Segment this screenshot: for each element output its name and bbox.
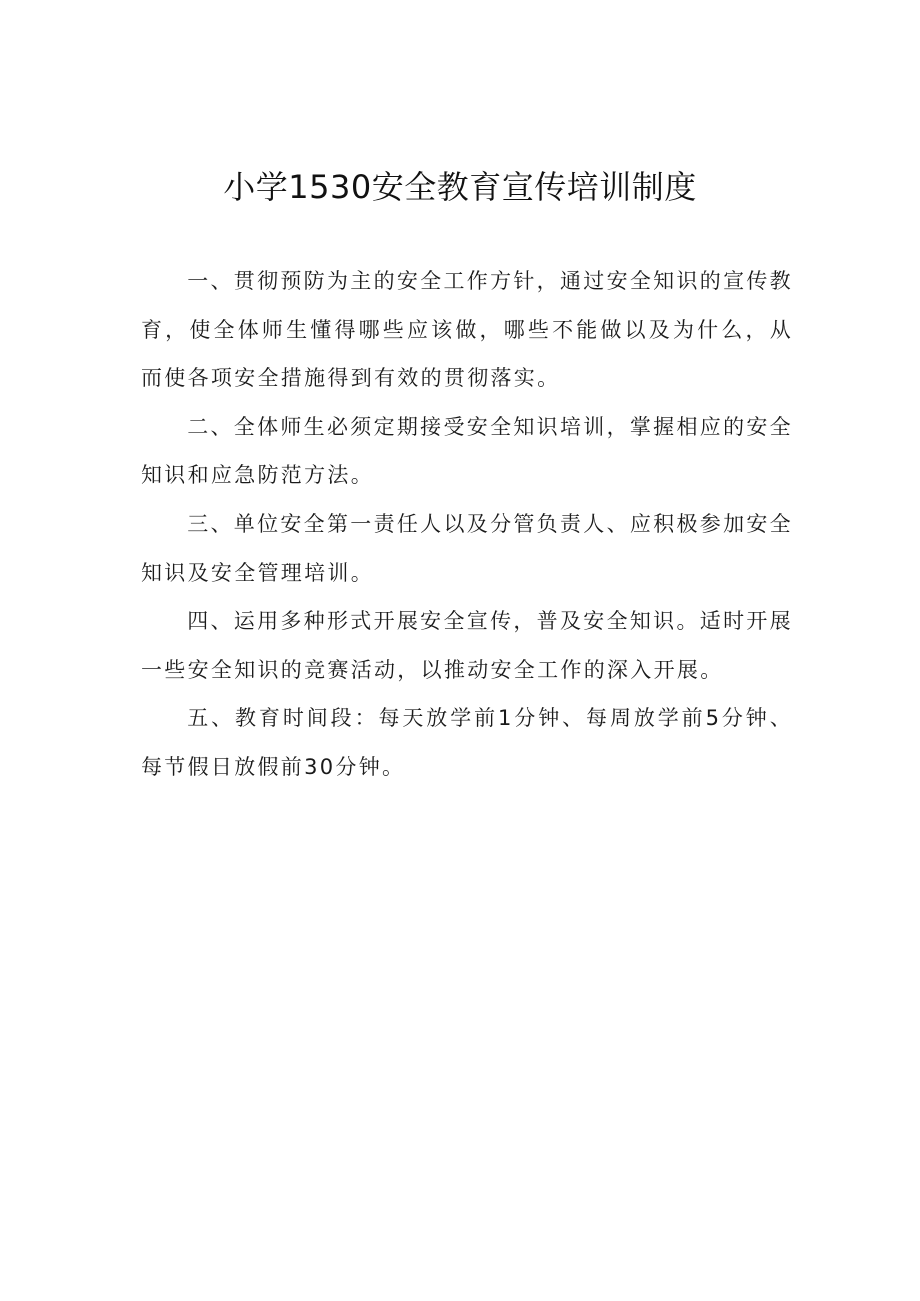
paragraph-2: 二、全体师生必须定期接受安全知识培训，掌握相应的安全知识和应急防范方法。 — [141, 414, 793, 488]
paragraph-3: 三、单位安全第一责任人以及分管负责人、应积极参加安全知识及安全管理培训。 — [141, 511, 793, 585]
paragraph-4: 四、运用多种形式开展安全宣传，普及安全知识。适时开展一些安全知识的竞赛活动，以推动安全工作的深入开展。 — [141, 609, 793, 682]
paragraph-5: 五、教育时间段：每天放学前1分钟、每周放学前5分钟、每节假日放假前30分钟。 — [141, 706, 793, 779]
paragraph-1: 一、贯彻预防为主的安全工作方针，通过安全知识的宣传教育，使全体师生懂得哪些应该做，哪些不能做以及为什么，从而使各项安全措施得到有效的贯彻落实。 — [141, 269, 793, 391]
document-body — [141, 257, 793, 792]
document-title: 小学1530安全教育宣传培训制度 — [223, 168, 697, 206]
